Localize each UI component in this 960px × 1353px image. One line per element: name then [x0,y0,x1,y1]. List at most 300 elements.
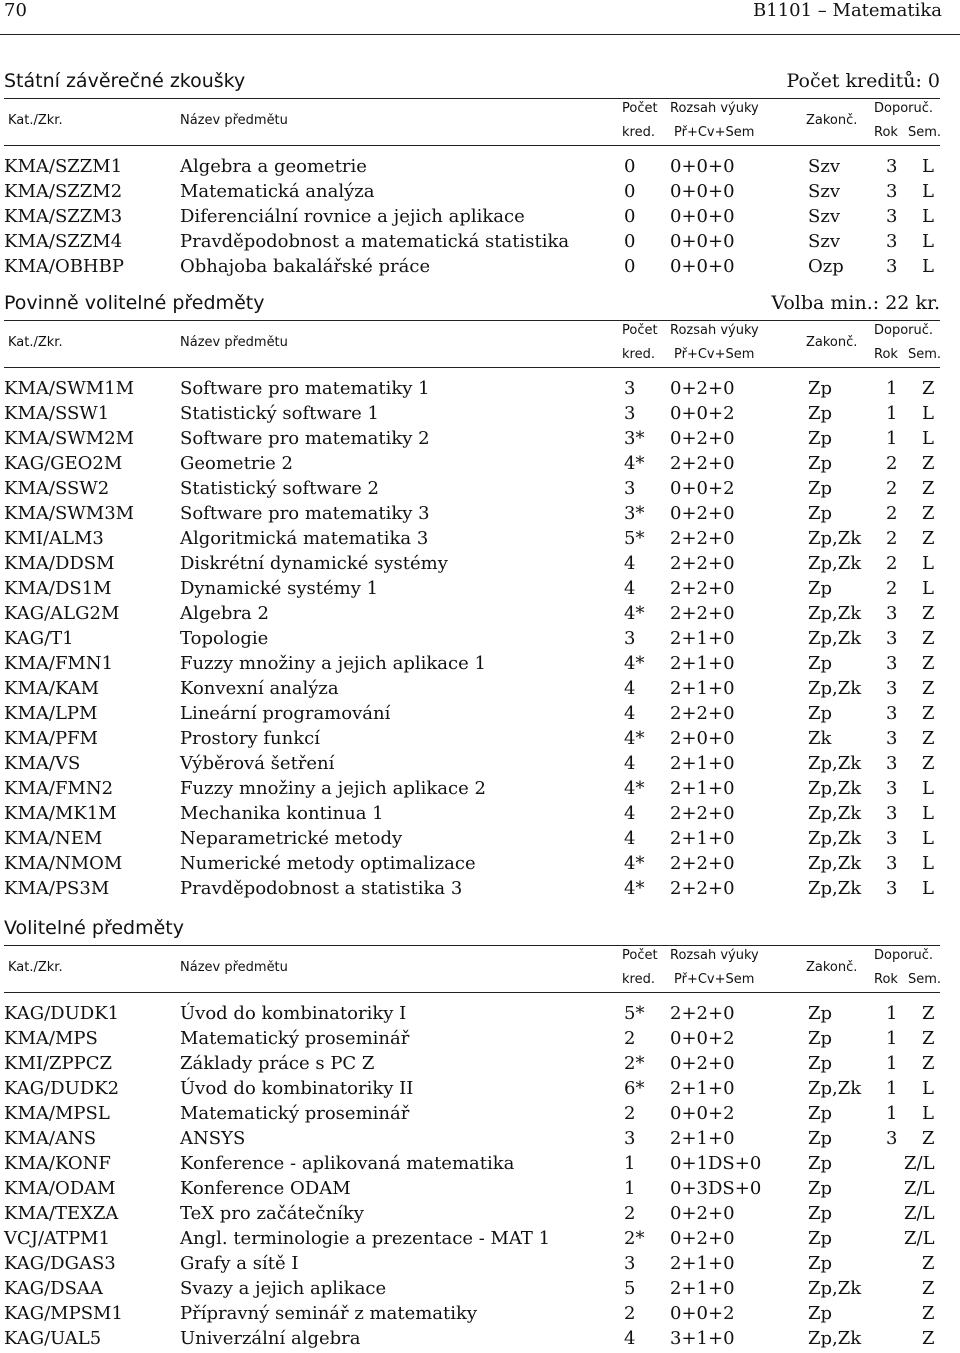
recommended-year: 2 [886,503,898,524]
section-title: Státní závěrečné zkoušky [4,70,246,92]
credits: 6* [624,1078,645,1099]
course-code: KAG/UAL5 [4,1328,102,1349]
course-name: ANSYS [180,1128,246,1149]
completion: Zp [808,453,833,474]
course-name: Obhajoba bakalářské práce [180,256,431,277]
header-sem: Sem. [908,347,942,362]
header-prcvsem: Př+Cv+Sem [674,347,755,362]
teaching-hours: 2+2+0 [670,703,735,724]
header-doporuc: Doporuč. [874,101,934,116]
completion: Zp,Zk [808,878,862,899]
course-code: KMA/LPM [4,703,98,724]
recommended-year: 3 [886,1128,898,1149]
recommended-semester: L [922,878,934,899]
completion: Zp,Zk [808,828,862,849]
completion: Zp [808,1103,833,1124]
header-sem: Sem. [908,125,942,140]
teaching-hours: 2+2+0 [670,603,735,624]
recommended-year: 3 [886,678,898,699]
credits: 4 [624,578,636,599]
section-state-exams [4,70,940,281]
recommended-semester: L [922,206,934,227]
teaching-hours: 0+2+0 [670,1203,735,1224]
recommended-semester: Z/L [904,1203,935,1224]
teaching-hours: 0+0+2 [670,403,735,424]
recommended-semester: Z/L [904,1228,935,1249]
course-table [4,156,940,281]
credits: 4 [624,553,636,574]
credits: 5* [624,1003,645,1024]
course-code: VCJ/ATPM1 [4,1228,111,1249]
completion: Zp,Zk [808,603,862,624]
completion: Zp [808,578,833,599]
recommended-year: 3 [886,778,898,799]
table-row [4,181,940,206]
teaching-hours: 0+0+2 [670,1028,735,1049]
credits: 3 [624,378,636,399]
recommended-semester: Z [922,1278,935,1299]
page-header [4,0,942,28]
completion: Zp [808,1303,833,1324]
credits: 4* [624,453,645,474]
completion: Zk [808,728,832,749]
teaching-hours: 2+2+0 [670,578,735,599]
credits: 4* [624,603,645,624]
recommended-year: 3 [886,753,898,774]
table-row [4,1303,940,1328]
course-name: Software pro matematiky 3 [180,503,430,524]
recommended-semester: L [922,403,934,424]
teaching-hours: 2+2+0 [670,853,735,874]
header-kred: kred. [622,125,655,140]
course-name: TeX pro začátečníky [180,1203,364,1224]
recommended-year: 3 [886,828,898,849]
course-name: Neparametrické metody [180,828,403,849]
course-name: Lineární programování [180,703,391,724]
course-table [4,378,940,903]
course-name: Konvexní analýza [180,678,339,699]
completion: Zp,Zk [808,853,862,874]
course-code: KMA/NMOM [4,853,123,874]
table-row [4,803,940,828]
recommended-semester: L [922,1103,934,1124]
recommended-year: 1 [886,403,898,424]
header-rok: Rok [874,125,898,140]
course-name: Matematický proseminář [180,1028,410,1049]
recommended-year: 2 [886,578,898,599]
header-pocet: Počet [622,948,658,963]
credits: 5 [624,1278,636,1299]
credits: 3 [624,1128,636,1149]
course-name: Úvod do kombinatoriky I [180,1003,407,1024]
completion: Zp [808,1028,833,1049]
recommended-year: 2 [886,453,898,474]
credits: 3* [624,503,645,524]
course-name: Statistický software 2 [180,478,379,499]
course-name: Matematická analýza [180,181,375,202]
course-code: KAG/DGAS3 [4,1253,116,1274]
course-code: KMI/ZPPCZ [4,1053,113,1074]
recommended-semester: L [922,181,934,202]
recommended-year: 3 [886,878,898,899]
header-rozsah: Rozsah výuky [670,948,759,963]
course-code: KMA/MPS [4,1028,98,1049]
table-row [4,231,940,256]
recommended-semester: L [922,428,934,449]
completion: Szv [808,181,840,202]
credits: 0 [624,206,636,227]
teaching-hours: 0+2+0 [670,428,735,449]
course-name: Dynamické systémy 1 [180,578,379,599]
section-title: Povinně volitelné předměty [4,292,265,314]
course-code: KMA/FMN1 [4,653,114,674]
table-row [4,1253,940,1278]
course-name: Diskrétní dynamické systémy [180,553,448,574]
teaching-hours: 2+2+0 [670,553,735,574]
section-credit-note: Volba min.: 22 kr. [771,292,940,314]
course-code: KMA/MK1M [4,803,117,824]
credits: 4* [624,878,645,899]
credits: 2 [624,1103,636,1124]
table-row [4,453,940,478]
completion: Zp,Zk [808,678,862,699]
recommended-semester: L [922,778,934,799]
recommended-year: 3 [886,256,898,277]
section-title: Volitelné předměty [4,917,184,939]
recommended-semester: Z [922,678,935,699]
table-row [4,1328,940,1353]
teaching-hours: 0+0+0 [670,206,735,227]
recommended-semester: Z [922,1328,935,1349]
table-row [4,478,940,503]
recommended-semester: Z/L [904,1153,935,1174]
section-heading [4,917,940,945]
recommended-semester: Z [922,1003,935,1024]
table-row [4,503,940,528]
recommended-semester: Z [922,653,935,674]
credits: 1 [624,1178,636,1199]
teaching-hours: 0+0+2 [670,478,735,499]
course-name: Pravděpodobnost a matematická statistika [180,231,570,252]
credits: 0 [624,231,636,252]
recommended-semester: L [922,828,934,849]
teaching-hours: 0+0+0 [670,231,735,252]
recommended-semester: Z [922,503,935,524]
recommended-semester: Z [922,1253,935,1274]
course-code: KMI/ALM3 [4,528,104,549]
course-code: KMA/ODAM [4,1178,116,1199]
recommended-year: 3 [886,231,898,252]
credits: 4* [624,853,645,874]
recommended-year: 3 [886,728,898,749]
recommended-year: 1 [886,1103,898,1124]
credits: 3 [624,1253,636,1274]
credits: 2 [624,1203,636,1224]
teaching-hours: 2+2+0 [670,453,735,474]
header-rozsah: Rozsah výuky [670,323,759,338]
table-row [4,878,940,903]
table-row [4,1078,940,1103]
completion: Zp,Zk [808,1078,862,1099]
teaching-hours: 0+0+2 [670,1103,735,1124]
course-name: Algebra 2 [180,603,269,624]
header-pocet: Počet [622,323,658,338]
credits: 3* [624,428,645,449]
course-name: Numerické metody optimalizace [180,853,476,874]
credits: 2 [624,1303,636,1324]
teaching-hours: 3+1+0 [670,1328,735,1349]
teaching-hours: 0+1DS+0 [670,1153,762,1174]
course-code: KAG/GEO2M [4,453,123,474]
completion: Zp,Zk [808,803,862,824]
teaching-hours: 2+1+0 [670,1078,735,1099]
course-code: KMA/SZZM3 [4,206,123,227]
teaching-hours: 0+0+0 [670,181,735,202]
credits: 3 [624,478,636,499]
table-row [4,1153,940,1178]
teaching-hours: 0+2+0 [670,378,735,399]
credits: 4 [624,803,636,824]
completion: Zp [808,1153,833,1174]
credits: 5* [624,528,645,549]
teaching-hours: 2+2+0 [670,803,735,824]
table-row [4,403,940,428]
table-row [4,578,940,603]
recommended-semester: Z/L [904,1178,935,1199]
section-heading [4,70,940,98]
table-row [4,628,940,653]
table-row [4,1103,940,1128]
course-code: KMA/VS [4,753,81,774]
recommended-year: 3 [886,181,898,202]
course-code: KMA/PS3M [4,878,110,899]
recommended-semester: L [922,803,934,824]
table-row [4,553,940,578]
recommended-year: 1 [886,1053,898,1074]
recommended-semester: Z [922,703,935,724]
completion: Zp,Zk [808,778,862,799]
teaching-hours: 2+1+0 [670,828,735,849]
course-name: Fuzzy množiny a jejich aplikace 2 [180,778,486,799]
recommended-year: 3 [886,853,898,874]
course-name: Mechanika kontinua 1 [180,803,384,824]
recommended-semester: L [922,256,934,277]
teaching-hours: 2+1+0 [670,753,735,774]
course-code: KMA/SSW1 [4,403,110,424]
teaching-hours: 2+1+0 [670,778,735,799]
header-rok: Rok [874,347,898,362]
completion: Ozp [808,256,844,277]
table-row [4,428,940,453]
recommended-semester: Z [922,753,935,774]
teaching-hours: 0+2+0 [670,1228,735,1249]
recommended-semester: Z [922,378,935,399]
completion: Zp,Zk [808,1278,862,1299]
table-row [4,1053,940,1078]
credits: 4 [624,678,636,699]
table-row [4,1228,940,1253]
recommended-semester: Z [922,603,935,624]
course-code: KMA/SZZM1 [4,156,123,177]
course-name: Statistický software 1 [180,403,379,424]
completion: Szv [808,231,840,252]
course-code: KMA/ANS [4,1128,97,1149]
course-code: KMA/SWM1M [4,378,135,399]
course-code: KMA/SSW2 [4,478,110,499]
teaching-hours: 0+2+0 [670,503,735,524]
course-name: Přípravný seminář z matematiky [180,1303,478,1324]
course-name: Diferenciální rovnice a jejich aplikace [180,206,525,227]
credits: 0 [624,256,636,277]
teaching-hours: 2+1+0 [670,1278,735,1299]
recommended-year: 1 [886,1028,898,1049]
table-header [4,945,940,993]
table-row [4,778,940,803]
header-zakonc: Zakonč. [806,113,858,128]
recommended-semester: Z [922,1303,935,1324]
course-code: KAG/DSAA [4,1278,103,1299]
header-kat: Kat./Zkr. [8,113,63,128]
recommended-semester: Z [922,1128,935,1149]
course-name: Matematický proseminář [180,1103,410,1124]
teaching-hours: 0+0+0 [670,156,735,177]
credits: 3 [624,403,636,424]
recommended-year: 3 [886,803,898,824]
course-code: KAG/T1 [4,628,74,649]
table-row [4,703,940,728]
header-kred: kred. [622,347,655,362]
teaching-hours: 0+2+0 [670,1053,735,1074]
course-name: Výběrová šetření [180,753,335,774]
header-kat: Kat./Zkr. [8,960,63,975]
recommended-year: 1 [886,428,898,449]
credits: 4* [624,778,645,799]
table-row [4,828,940,853]
teaching-hours: 0+3DS+0 [670,1178,762,1199]
course-name: Angl. terminologie a prezentace - MAT 1 [180,1228,551,1249]
table-header [4,98,940,146]
table-row [4,156,940,181]
completion: Zp [808,503,833,524]
course-name: Univerzální algebra [180,1328,361,1349]
header-sem: Sem. [908,972,942,987]
recommended-semester: L [922,853,934,874]
table-row [4,206,940,231]
completion: Zp [808,1178,833,1199]
credits: 4 [624,753,636,774]
recommended-year: 1 [886,378,898,399]
header-zakonc: Zakonč. [806,960,858,975]
course-name: Pravděpodobnost a statistika 3 [180,878,463,899]
course-name: Software pro matematiky 2 [180,428,430,449]
header-doporuc: Doporuč. [874,948,934,963]
course-name: Algebra a geometrie [180,156,367,177]
credits: 4* [624,653,645,674]
header-nazev: Název předmětu [180,335,288,350]
completion: Zp,Zk [808,1328,862,1349]
header-rok: Rok [874,972,898,987]
recommended-semester: L [922,156,934,177]
recommended-semester: Z [922,628,935,649]
recommended-year: 3 [886,156,898,177]
teaching-hours: 0+0+2 [670,1303,735,1324]
completion: Zp [808,478,833,499]
teaching-hours: 2+1+0 [670,1128,735,1149]
recommended-year: 2 [886,528,898,549]
course-code: KAG/MPSM1 [4,1303,123,1324]
course-code: KMA/KONF [4,1153,111,1174]
course-name: Konference ODAM [180,1178,351,1199]
table-row [4,1178,940,1203]
completion: Szv [808,206,840,227]
table-row [4,256,940,281]
table-row [4,1203,940,1228]
completion: Zp [808,1253,833,1274]
completion: Zp [808,378,833,399]
course-name: Základy práce s PC Z [180,1053,375,1074]
table-row [4,528,940,553]
course-code: KMA/SWM2M [4,428,135,449]
completion: Zp [808,703,833,724]
table-row [4,603,940,628]
recommended-year: 3 [886,653,898,674]
course-name: Fuzzy množiny a jejich aplikace 1 [180,653,486,674]
table-row [4,653,940,678]
header-nazev: Název předmětu [180,960,288,975]
course-code: KMA/DS1M [4,578,112,599]
section-heading [4,292,940,320]
credits: 0 [624,181,636,202]
course-code: KMA/KAM [4,678,100,699]
course-name: Konference - aplikovaná matematika [180,1153,515,1174]
credits: 4 [624,703,636,724]
credits: 0 [624,156,636,177]
recommended-year: 3 [886,703,898,724]
course-code: KMA/SZZM2 [4,181,123,202]
credits: 2* [624,1053,645,1074]
credits: 2* [624,1228,645,1249]
recommended-semester: L [922,1078,934,1099]
table-row [4,1003,940,1028]
course-name: Svazy a jejich aplikace [180,1278,387,1299]
recommended-semester: Z [922,453,935,474]
course-name: Geometrie 2 [180,453,294,474]
recommended-semester: Z [922,728,935,749]
credits: 2 [624,1028,636,1049]
completion: Zp [808,1003,833,1024]
teaching-hours: 2+2+0 [670,1003,735,1024]
completion: Zp [808,653,833,674]
table-row [4,1278,940,1303]
teaching-hours: 2+1+0 [670,1253,735,1274]
header-zakonc: Zakonč. [806,335,858,350]
credits: 3 [624,628,636,649]
completion: Zp [808,1053,833,1074]
course-name: Algoritmická matematika 3 [180,528,429,549]
table-row [4,1028,940,1053]
course-code: KMA/TEXZA [4,1203,119,1224]
completion: Zp [808,1228,833,1249]
course-name: Software pro matematiky 1 [180,378,430,399]
course-name: Grafy a sítě I [180,1253,299,1274]
course-code: KMA/MPSL [4,1103,110,1124]
recommended-semester: L [922,231,934,252]
course-code: KMA/NEM [4,828,103,849]
recommended-year: 3 [886,628,898,649]
table-header [4,320,940,368]
section-optional [4,917,940,1353]
section-credit-note: Počet kreditů: 0 [786,70,940,92]
